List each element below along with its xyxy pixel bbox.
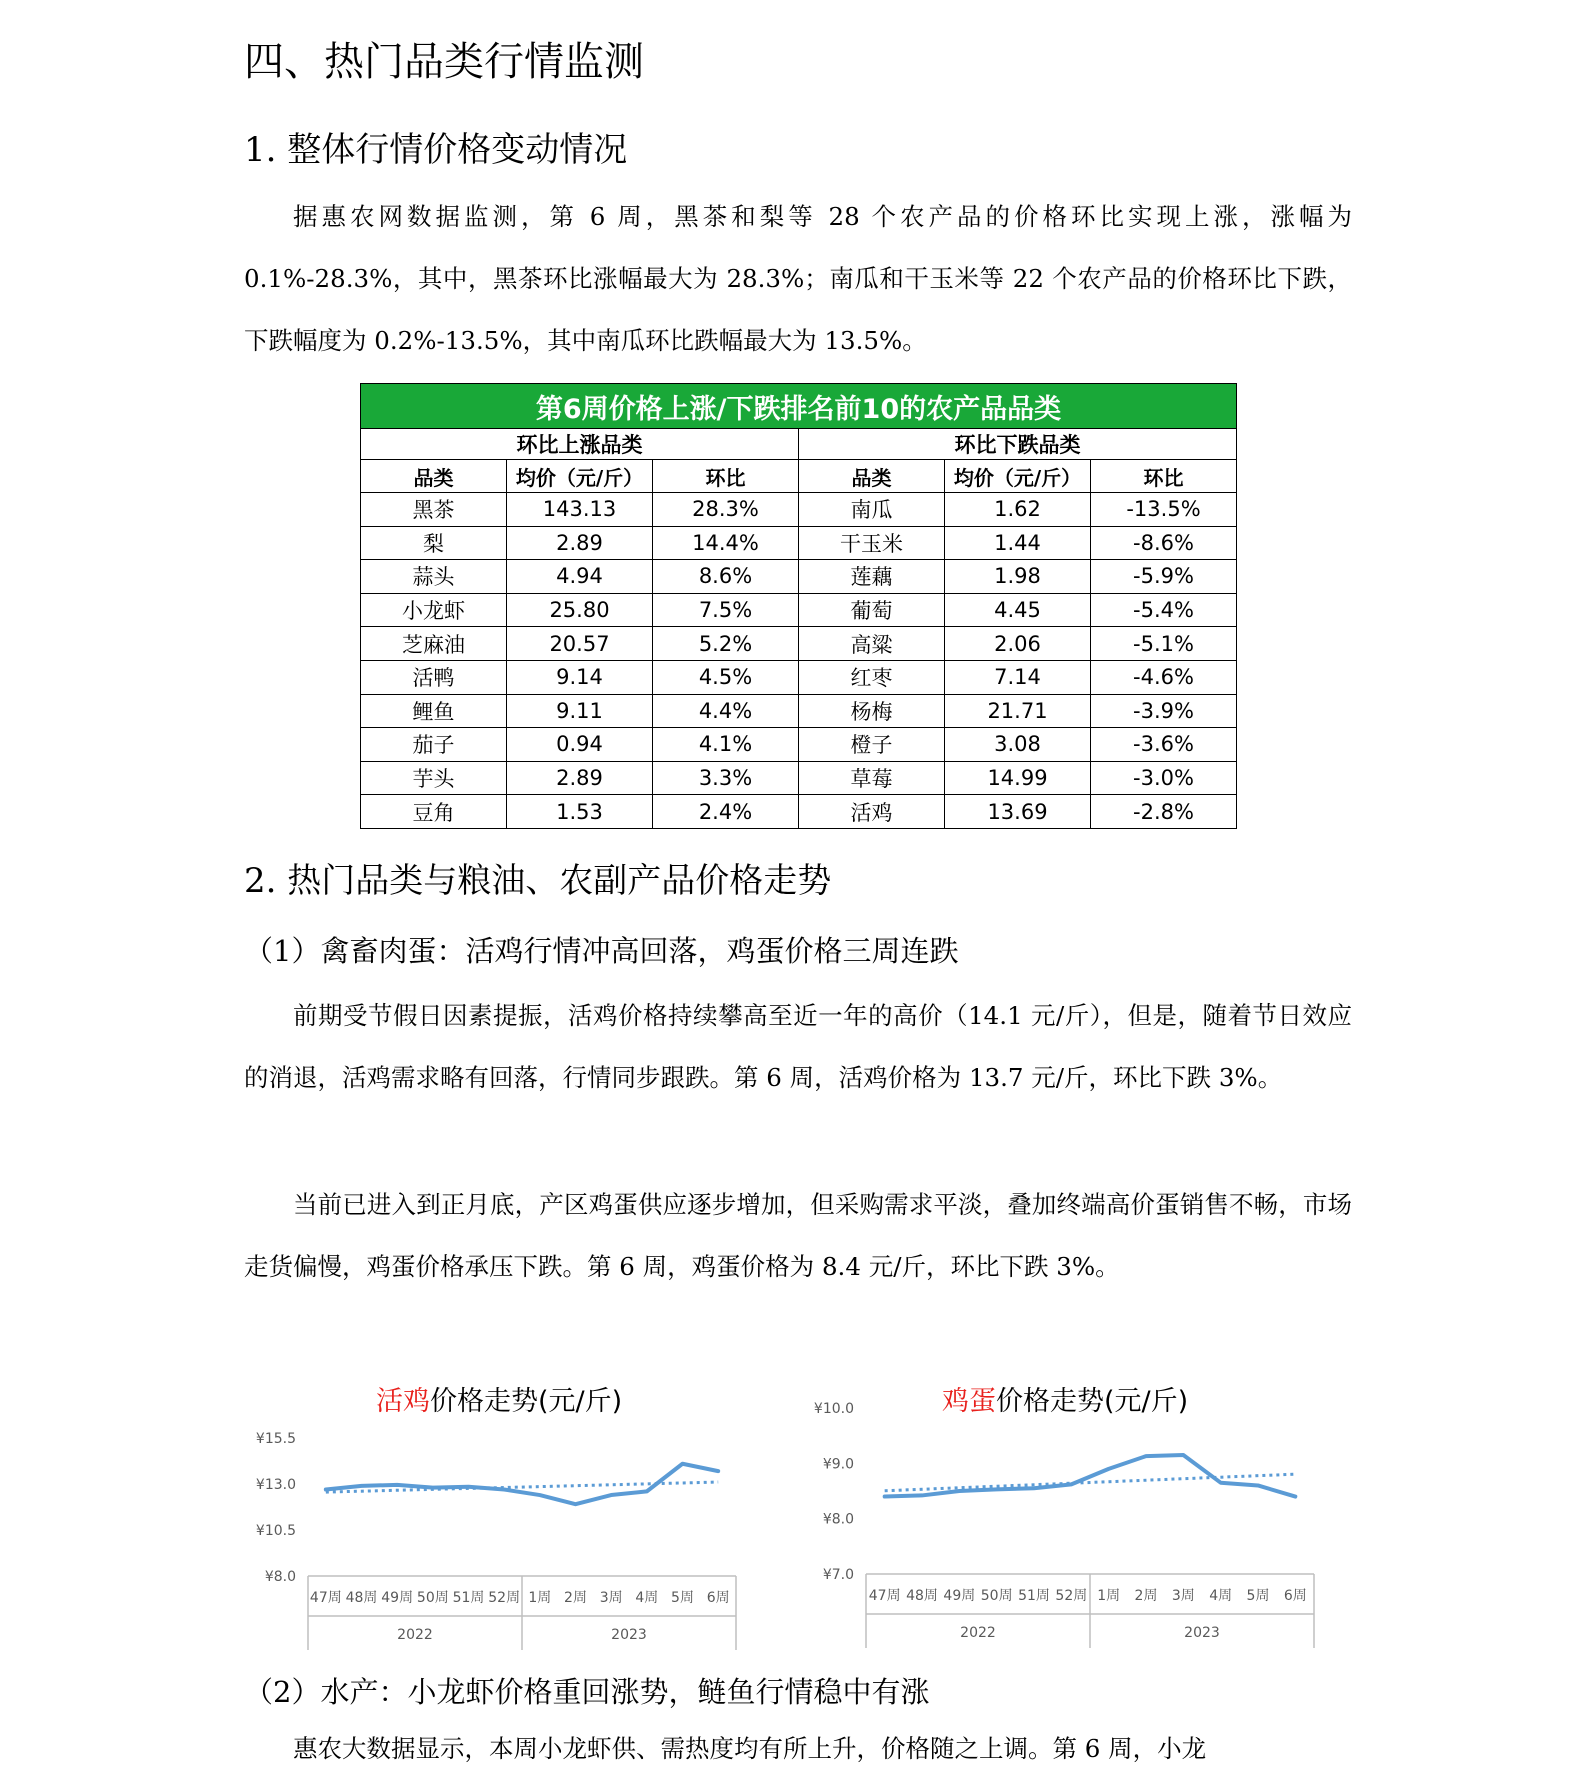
table-cell: 25.80 <box>507 593 653 627</box>
table-cell: 橙子 <box>799 728 945 762</box>
table-header-cell: 均价（元/斤） <box>507 460 653 493</box>
y-tick-label: ¥10.0 <box>813 1401 854 1417</box>
table-cell: 蒜头 <box>361 560 507 594</box>
table-cell: 28.3% <box>653 493 799 527</box>
subsection-title-2-2: （2）水产：小龙虾价格重回涨势，鲢鱼行情稳中有涨 <box>244 1675 930 1709</box>
table-cell: 14.99 <box>945 761 1091 795</box>
y-tick-label: ¥9.0 <box>822 1456 854 1473</box>
table-header-cell: 环比 <box>1091 460 1237 493</box>
x-tick-label: 49周 <box>943 1588 976 1604</box>
table-cell: 2.89 <box>507 526 653 560</box>
table-cell: -5.1% <box>1091 627 1237 661</box>
table-row <box>361 660 1237 694</box>
table-title: 第6周价格上涨/下跌排名前10的农产品品类 <box>361 384 1237 429</box>
table-row <box>361 627 1237 661</box>
table-header-cell: 均价（元/斤） <box>945 460 1091 493</box>
table-group-down: 环比下跌品类 <box>799 429 1237 460</box>
x-tick-label: 3周 <box>1171 1588 1195 1604</box>
table-cell: 9.14 <box>507 660 653 694</box>
x-tick-label: 6周 <box>1283 1588 1307 1604</box>
y-tick-label: ¥10.5 <box>255 1523 296 1539</box>
x-tick-label: 48周 <box>906 1588 938 1604</box>
table-cell: 活鸡 <box>799 795 945 829</box>
table-cell: 红枣 <box>799 660 945 694</box>
table-cell: -4.6% <box>1091 660 1237 694</box>
x-tick-label: 47周 <box>309 1590 342 1606</box>
table-cell: 2.89 <box>507 761 653 795</box>
x-tick-label: 6周 <box>706 1590 730 1606</box>
table-cell: 4.94 <box>507 560 653 594</box>
table-cell: 4.45 <box>945 593 1091 627</box>
x-tick-label: 50周 <box>416 1590 449 1606</box>
table-cell: 鲤鱼 <box>361 694 507 728</box>
chart2-title-rest: 价格走势(元/斤) <box>996 1386 1189 1417</box>
table-cell: -2.8% <box>1091 795 1237 829</box>
table-cell: 芝麻油 <box>361 627 507 661</box>
table-row <box>361 593 1237 627</box>
group-label: 2022 <box>960 1625 996 1641</box>
table-cell: 黑茶 <box>361 493 507 527</box>
table-cell: 莲藕 <box>799 560 945 594</box>
x-tick-label: 51周 <box>452 1590 485 1606</box>
x-tick-label: 52周 <box>488 1590 521 1606</box>
x-tick-label: 5周 <box>1246 1588 1270 1604</box>
table-cell: 草莓 <box>799 761 945 795</box>
subsection-title-2: 2. 热门品类与粮油、农副产品价格走势 <box>244 861 832 901</box>
x-tick-label: 2周 <box>1134 1588 1158 1604</box>
paragraph-1: 据惠农网数据监测，第 6 周，黑茶和梨等 28 个农产品的价格环比实现上涨，涨幅为 0.1%-28.3%，其中，黑茶环比涨幅最大为 28.3%；南瓜和干玉米等 22 个农产品的价格环比下跌，下跌幅度为 0.2%-13.5%，其中南瓜环比跌幅最大为 13.5%。 <box>244 202 1352 355</box>
paragraph-4: 惠农大数据显示，本周小龙虾供、需热度均有所上升，价格随之上调。第 6 周，小龙 <box>293 1734 1207 1763</box>
table-cell: 3.08 <box>945 728 1091 762</box>
table-cell: 21.71 <box>945 694 1091 728</box>
table-cell: 7.5% <box>653 593 799 627</box>
chart1-live-chicken <box>240 1420 760 1660</box>
chart1-title-rest: 价格走势(元/斤) <box>430 1386 623 1417</box>
x-tick-label: 4周 <box>1209 1588 1233 1604</box>
price-rank-table <box>360 383 1237 829</box>
x-tick-label: 48周 <box>345 1590 378 1606</box>
y-tick-label: ¥13.0 <box>255 1477 296 1493</box>
table-cell: -3.0% <box>1091 761 1237 795</box>
table-header-row <box>361 460 1237 493</box>
x-tick-label: 47周 <box>868 1588 901 1604</box>
table-row <box>361 728 1237 762</box>
table-cell: 3.3% <box>653 761 799 795</box>
table-cell: 8.6% <box>653 560 799 594</box>
paragraph-2: 前期受节假日因素提振，活鸡价格持续攀高至近一年的高价（14.1 元/斤），但是，随着节日效应的消退，活鸡需求略有回落，行情同步跟跌。第 6 周，活鸡价格为 13.7 元/斤，环比下跌 3%。 <box>244 1001 1352 1092</box>
table-row <box>361 493 1237 527</box>
table-cell: 2.06 <box>945 627 1091 661</box>
table-cell: -3.6% <box>1091 728 1237 762</box>
table-cell: 茄子 <box>361 728 507 762</box>
table-cell: -5.4% <box>1091 593 1237 627</box>
series-line <box>885 1455 1296 1497</box>
y-tick-label: ¥15.5 <box>255 1431 296 1447</box>
table-cell: 1.44 <box>945 526 1091 560</box>
subsection-title-2-1: （1）禽畜肉蛋：活鸡行情冲高回落，鸡蛋价格三周连跌 <box>244 934 959 968</box>
x-tick-label: 49周 <box>381 1590 414 1606</box>
table-cell: 小龙虾 <box>361 593 507 627</box>
table-cell: -8.6% <box>1091 526 1237 560</box>
paragraph-3: 当前已进入到正月底，产区鸡蛋供应逐步增加，但采购需求平淡，叠加终端高价蛋销售不畅，市场走货偏慢，鸡蛋价格承压下跌。第 6 周，鸡蛋价格为 8.4 元/斤，环比下跌 3%。 <box>244 1190 1352 1281</box>
group-label: 2022 <box>397 1627 433 1643</box>
table-cell: 南瓜 <box>799 493 945 527</box>
section-title: 四、热门品类行情监测 <box>244 39 644 85</box>
table-cell: 14.4% <box>653 526 799 560</box>
table-header-cell: 环比 <box>653 460 799 493</box>
table-cell: 4.1% <box>653 728 799 762</box>
table-cell: 9.11 <box>507 694 653 728</box>
x-tick-label: 2周 <box>564 1590 587 1606</box>
table-cell: 5.2% <box>653 627 799 661</box>
x-tick-label: 3周 <box>599 1590 623 1606</box>
table-cell: 0.94 <box>507 728 653 762</box>
group-label: 2023 <box>1184 1625 1220 1641</box>
table-cell: -13.5% <box>1091 493 1237 527</box>
table-cell: 2.4% <box>653 795 799 829</box>
table-group-up: 环比上涨品类 <box>361 429 799 460</box>
table-cell: 143.13 <box>507 493 653 527</box>
table-cell: 高粱 <box>799 627 945 661</box>
y-tick-label: ¥8.0 <box>822 1511 854 1528</box>
table-cell: 1.62 <box>945 493 1091 527</box>
table-row <box>361 694 1237 728</box>
x-tick-label: 50周 <box>980 1588 1013 1604</box>
table-row <box>361 560 1237 594</box>
table-header-cell: 品类 <box>799 460 945 493</box>
group-label: 2023 <box>611 1627 647 1643</box>
table-cell: 葡萄 <box>799 593 945 627</box>
table-cell: 杨梅 <box>799 694 945 728</box>
table-cell: 1.53 <box>507 795 653 829</box>
table-cell: -3.9% <box>1091 694 1237 728</box>
table-header-cell: 品类 <box>361 460 507 493</box>
table-cell: 芋头 <box>361 761 507 795</box>
table-cell: 干玉米 <box>799 526 945 560</box>
y-tick-label: ¥8.0 <box>264 1569 296 1585</box>
series-line <box>326 1464 718 1504</box>
x-tick-label: 51周 <box>1018 1588 1050 1604</box>
x-tick-label: 1周 <box>1097 1588 1121 1604</box>
table-cell: 7.14 <box>945 660 1091 694</box>
chart1-title <box>376 1379 622 1418</box>
x-tick-label: 5周 <box>671 1590 694 1606</box>
chart2-title-highlight: 鸡蛋 <box>942 1386 996 1417</box>
x-tick-label: 52周 <box>1055 1588 1088 1604</box>
table-row <box>361 795 1237 829</box>
table-cell: 20.57 <box>507 627 653 661</box>
table-cell: 豆角 <box>361 795 507 829</box>
x-tick-label: 4周 <box>635 1590 659 1606</box>
chart2-egg <box>800 1390 1340 1660</box>
table-row <box>361 526 1237 560</box>
table-cell: 梨 <box>361 526 507 560</box>
table-cell: 13.69 <box>945 795 1091 829</box>
chart1-title-highlight: 活鸡 <box>376 1386 430 1417</box>
table-cell: 活鸭 <box>361 660 507 694</box>
subsection-title-1: 1. 整体行情价格变动情况 <box>244 130 628 170</box>
x-tick-label: 1周 <box>528 1590 552 1606</box>
table-cell: -5.9% <box>1091 560 1237 594</box>
table-row <box>361 761 1237 795</box>
table-cell: 1.98 <box>945 560 1091 594</box>
y-tick-label: ¥7.0 <box>822 1567 854 1583</box>
table-cell: 4.5% <box>653 660 799 694</box>
table-cell: 4.4% <box>653 694 799 728</box>
